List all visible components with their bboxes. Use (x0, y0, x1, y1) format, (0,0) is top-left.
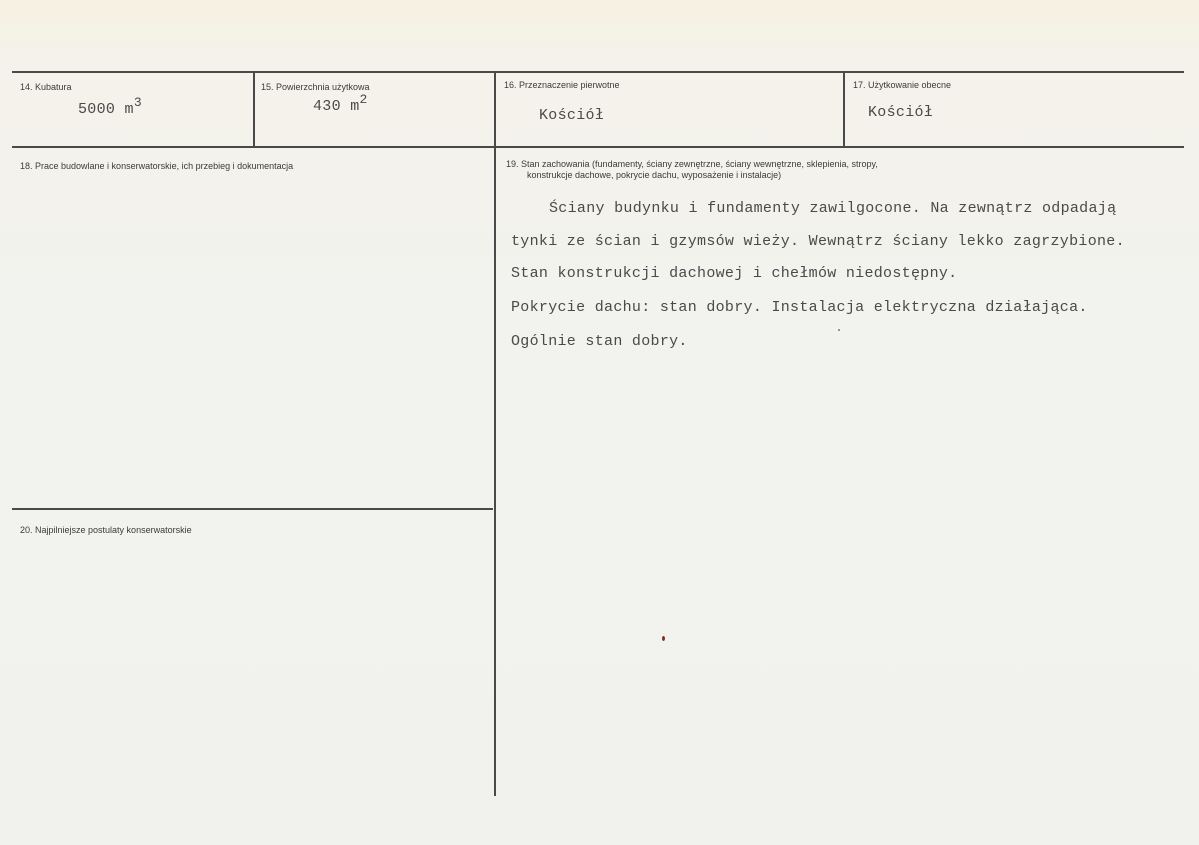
field-19-label-line2: konstrukcje dachowe, pokrycie dachu, wyposażenie i instalacje) (527, 170, 782, 180)
field-14-number: 5000 m (78, 101, 134, 118)
field-16-value: Kościół (539, 107, 605, 124)
field-19-label-line1: 19. Stan zachowania (fundamenty, ściany zewnętrzne, ściany wewnętrzne, sklepienia, stropy, (506, 159, 878, 169)
field-14-value (78, 95, 142, 118)
field-20-label: 20. Najpilniejsze postulaty konserwatorskie (20, 525, 192, 535)
left-column-divider-rule (12, 508, 493, 510)
condition-line-4: Pokrycie dachu: stan dobry. Instalacja elektryczna działająca. (511, 299, 1088, 316)
field-17-label: 17. Użytkowanie obecne (853, 80, 952, 90)
condition-line-5: Ogólnie stan dobry. (511, 333, 688, 350)
condition-line-3: Stan konstrukcji dachowej i chełmów niedostępny. (511, 265, 958, 282)
condition-line-1: Ściany budynku i fundamenty zawilgocone. Na zewnątrz odpadają (549, 200, 1117, 217)
col-divider-1 (253, 72, 255, 147)
ink-speck (838, 329, 840, 331)
row-divider-rule (12, 146, 1184, 148)
field-16-label: 16. Przeznaczenie pierwotne (504, 80, 620, 90)
top-rule (12, 71, 1184, 73)
field-15-label: 15. Powierzchnia użytkowa (261, 82, 370, 92)
field-15-superscript: 2 (359, 92, 368, 107)
field-17-value: Kościół (868, 104, 934, 121)
col-divider-2 (494, 72, 496, 796)
field-15-value (313, 92, 368, 115)
field-14-label: 14. Kubatura (20, 82, 72, 92)
condition-line-2: tynki ze ścian i gzymsów wieży. Wewnątrz ściany lekko zagrzybione. (511, 233, 1125, 250)
col-divider-3 (843, 72, 845, 147)
field-14-superscript: 3 (133, 95, 142, 110)
field-18-label: 18. Prace budowlane i konserwatorskie, ich przebieg i dokumentacja (20, 161, 294, 171)
ink-speck (662, 636, 665, 641)
field-15-number: 430 m (313, 98, 360, 115)
